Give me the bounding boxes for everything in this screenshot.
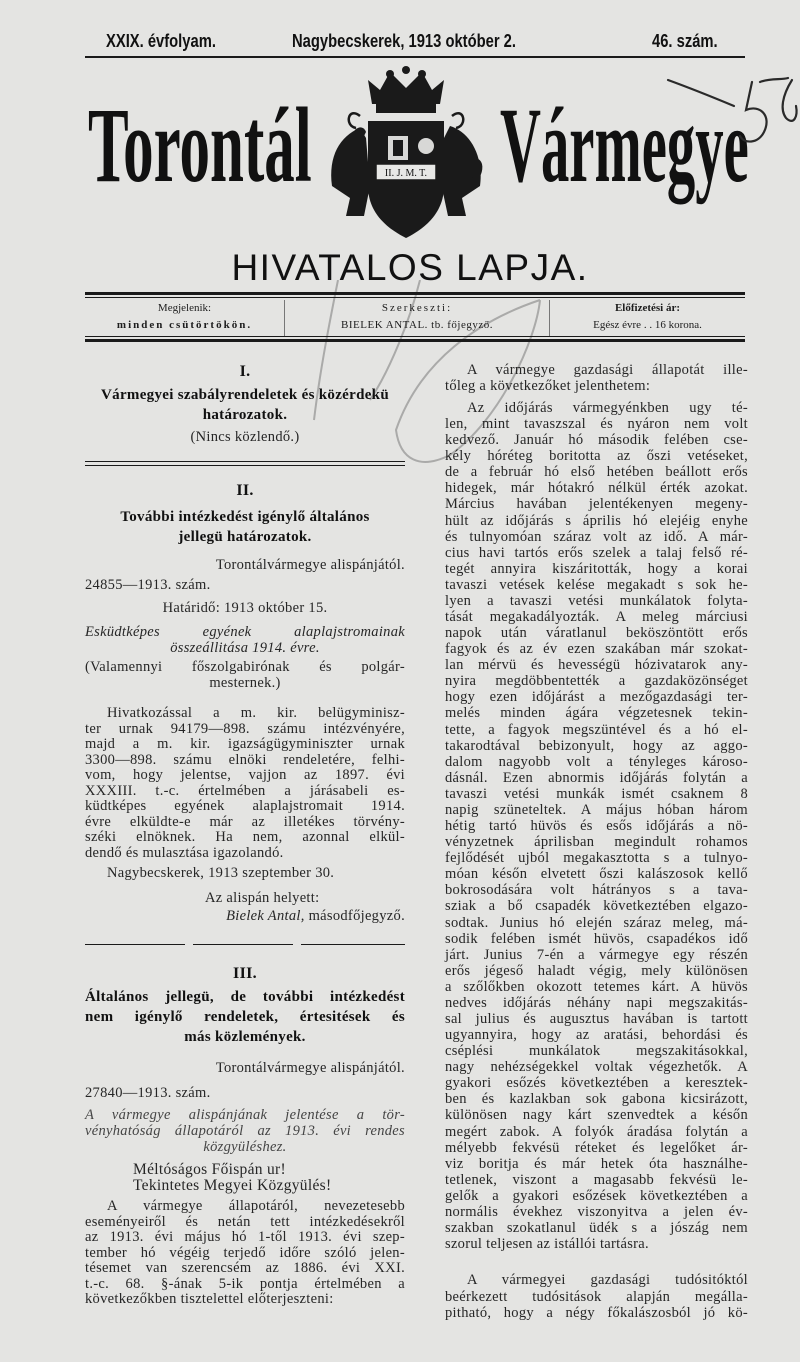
text-line: (Valamennyi főszolgabirónak és polgár- <box>85 659 405 675</box>
text-line: vényhatóság állapotáról az 1913. évi rendes <box>85 1123 405 1139</box>
section-1-note: (Nincs közlendő.) <box>190 429 300 445</box>
text-line: További intézkedést igénylő általános <box>120 509 370 525</box>
section-2-ref-number: 24855—1913. szám. <box>85 577 211 593</box>
section-divider <box>85 944 185 945</box>
text-line: sziak a bő csapadék következtében elgazo- <box>445 898 748 915</box>
text-line: Vármegyei szabályrendeletek és közérdekü <box>101 387 389 403</box>
text-line: jellegü határozatok. <box>178 529 312 545</box>
text-line: tegét annyira kiszáritották, hogy a korai <box>445 560 748 577</box>
text-line: eseményeiről és netán tett intézkedésekről <box>85 1213 405 1230</box>
text-line: ben és kazlakban sok gabona kicsirázott, <box>445 1091 748 1108</box>
text-line: határozatok. <box>202 407 288 423</box>
text-line: sodik felében ismét hüvös, csapadékos idő <box>445 930 748 947</box>
text-line: sodtak. Junius hó elején száraz meleg, má- <box>445 914 748 931</box>
section-3-source: Torontálvármegye alispánjától. <box>215 1060 405 1076</box>
text-line: hétig tartó hüvös és esős időjárás a nö- <box>445 818 748 835</box>
section-2-signer-title: Az alispán helyett: <box>205 890 320 906</box>
text-line: viz boritja és már hetek óta használhe- <box>445 1155 748 1172</box>
section-3-ref-number: 27840—1913. szám. <box>85 1085 211 1101</box>
section-2-source: Torontálvármegye alispánjától. <box>215 557 405 573</box>
section-divider <box>301 944 405 945</box>
section-1-heading <box>85 385 405 425</box>
reports-paragraph <box>445 1272 748 1322</box>
text-line: gyakori esőzés következtében a keresztek- <box>445 1075 748 1092</box>
text-line: a szőlőkben okozott tetemes kárt. A hüvös <box>445 978 748 995</box>
text-line: nem igénylő rendeletek, értesitések és <box>85 1009 405 1025</box>
section-divider <box>193 944 293 945</box>
section-3-heading <box>85 987 405 1047</box>
text-line: kély hóréteg boritotta az őszi vetéseket, <box>445 448 748 465</box>
text-line: erős jégeső haladt végig, mely különösen <box>445 962 748 979</box>
text-line: mesternek.) <box>209 675 281 691</box>
text-line: tésemet van szerencsém az 1886. évi XXI. <box>85 1260 405 1276</box>
text-line: nyira megdöbbentették a gazdaközönséget <box>445 673 748 690</box>
text-line: móan későn elvetett őszi kalászosok kellő <box>445 866 748 883</box>
text-line: tavaszi vetések kelése megakadt s sok he- <box>445 576 748 593</box>
text-line: széki elnöknek. Ha nem, azonnal elkül- <box>85 829 405 845</box>
section-2-body <box>85 706 405 861</box>
issue-number: 46. szám. <box>652 31 718 51</box>
text-line: tember hó végéig terjedő időre szóló jelen- <box>85 1244 405 1261</box>
text-line: fejlődését ujból megakasztotta s a tulnyo- <box>445 850 748 867</box>
subtitle: HIVATALOS LAPJA. <box>231 247 589 288</box>
text-line: de a február hó első hetében beállott erős <box>445 464 748 481</box>
title-right: Vármegye <box>500 87 749 205</box>
text-line: más közlemények. <box>184 1029 306 1045</box>
section-1-number: I. <box>239 363 251 380</box>
weather-paragraph <box>445 400 748 1252</box>
text-line: Hivatkozással a m. kir. belügyminisz- <box>107 705 405 721</box>
editor-label: Szerkeszti: <box>381 302 453 314</box>
text-line: mélyebb fekvésü réteket és legelőket ár- <box>445 1139 748 1156</box>
text-line: fagyok és az év ezen szakában már szokat- <box>445 641 748 658</box>
place-date: Nagybecskerek, 1913 október 2. <box>292 31 516 51</box>
section-2-deadline: Határidő: 1913 október 15. <box>162 600 328 616</box>
text-line: vényzetnek áprilisban megindult rohamos <box>445 834 748 851</box>
price-value: Egész évre . . 16 korona. <box>593 319 702 331</box>
text-line: Március havában jelentékenyen megeny- <box>445 496 748 513</box>
section-2-subject <box>85 624 405 656</box>
text-line: összeállitása 1914. évre. <box>170 640 320 656</box>
text-line: A vármegye alispánjának jelentése a tör- <box>85 1107 405 1123</box>
editor-value: BIELEK ANTAL. tb. főjegyző. <box>341 319 493 331</box>
text-line: tetlenek, viszont a magasabb fekvésü le- <box>445 1171 748 1188</box>
text-line: tette, a fagyok megszüntével és a hó el- <box>445 721 748 738</box>
section-2-heading <box>85 507 405 547</box>
signer-role: másodfőjegyző. <box>308 908 405 924</box>
text-line: takarodtával bebizonyult, hogy az aggo- <box>445 737 748 754</box>
text-line: lan mérvü és hevességü hózivatarok any- <box>445 657 748 674</box>
text-line: szakban szokatlanul üdék s a jószág nem <box>445 1219 748 1236</box>
section-2-signature <box>85 908 405 924</box>
title-left: Torontál <box>88 87 312 205</box>
section-3-number: III. <box>233 965 257 982</box>
text-line: ter urnak 94179—898. számu intézvényére, <box>85 720 405 737</box>
text-line: melés minden ágára végzetesnek tekin- <box>445 705 748 722</box>
section-2-date: Nagybecskerek, 1913 szeptember 30. <box>107 865 335 881</box>
text-line: következőkben tisztelettel előterjeszteni: <box>85 1291 334 1307</box>
crest-motto: II. J. M. T. <box>384 168 428 179</box>
text-line: Méltóságos Főispán ur! <box>133 1161 286 1178</box>
section-2-addressee <box>85 659 405 691</box>
text-line: hidegek, már hótakró nélkül érték azokat. <box>445 480 748 497</box>
text-line: lyen a tavaszi vetési munkálatok folyta- <box>445 592 748 609</box>
volume-label: XXIX. évfolyam. <box>106 31 216 51</box>
published-value: minden csütörtökön. <box>116 319 253 331</box>
section-2-number: II. <box>236 482 254 499</box>
text-line: tavaszi vetési munkák ismét csaknem 8 <box>445 785 748 802</box>
text-line: A vármegyei gazdasági tudósitóktól <box>467 1272 748 1288</box>
section-3-body <box>85 1199 405 1308</box>
text-line: hogy ezen időjárást a mezőgazdasági ter- <box>445 689 748 706</box>
text-line: küdtképes egyének alaplajstromait 1914. <box>85 798 405 814</box>
text-line: tőleg a következőket jelenthetem: <box>445 378 651 394</box>
section-divider <box>85 461 405 462</box>
text-line: vom, hogy jelentse, vajjon az 1897. évi <box>85 767 405 783</box>
text-line: különösen nagy kárt szenvedtek a későn <box>445 1107 748 1124</box>
text-line: közgyüléshez. <box>203 1139 287 1155</box>
text-line: szorul teljesen az istállói tartásra. <box>445 1236 649 1253</box>
text-line: gelők a gyakori esőzések következtében a <box>445 1187 748 1204</box>
text-line: hült az időjárás s április hó elejéig enyhe <box>445 512 748 529</box>
signer-name: Bielek Antal, <box>226 908 305 924</box>
section-3-salutation <box>85 1162 405 1194</box>
text-line: nedves időjárás néhány napi megszakitás- <box>445 994 748 1011</box>
text-line: napok után váratlanul beköszöntött erős <box>445 625 748 642</box>
text-line: majd a m. kir. igazságügyminiszter urnak <box>85 736 405 752</box>
text-line: 3300—898. számu elnöki rendeletére, felhi- <box>85 751 405 768</box>
text-line: pitható, hogy a négy főkalászosból jó kö- <box>445 1305 748 1321</box>
text-line: ugyannyira, hogy az aratási, behordási és <box>445 1027 748 1044</box>
text-line: tását megakadályozták. A meleg márciusi <box>445 609 748 626</box>
text-line: nagy nehézségekkel voltak végezhetők. A <box>445 1059 748 1076</box>
text-line: XXXIII. t.-c. értelmében a járásabeli es- <box>85 782 405 799</box>
text-line: Esküdtképes egyének alaplajstromainak <box>85 624 405 640</box>
text-line: bokrosodására volt hátrányos s a tava- <box>445 882 748 899</box>
text-line: az 1913. évi május hó 1-től 1913. évi szep- <box>85 1229 405 1245</box>
text-line: A vármegye gazdasági állapotát ille- <box>467 362 748 378</box>
text-line: évre elküldte-e már az illetékes törvény- <box>85 813 405 830</box>
text-line: és tulnyomóan száraz volt az idő. A már- <box>445 528 748 545</box>
right-column <box>445 0 748 1362</box>
text-line: dásnál. Ezen abnormis időjárás folytán a <box>445 769 748 786</box>
text-line: Tekintetes Megyei Közgyülés! <box>133 1177 332 1194</box>
text-line: cius havi tartós erős szelek a talaj felső ré- <box>445 544 748 561</box>
text-line: sal julius és augusztus havában is tartott <box>445 1010 748 1027</box>
section-3-subject <box>85 1107 405 1155</box>
text-line: normális évekhez viszonyitva a jelen év- <box>445 1203 748 1220</box>
text-line: kedvező. Január hó második felében cse- <box>445 432 748 449</box>
text-line: dendő és mulasztása igazolandó. <box>85 844 284 861</box>
text-line: Az időjárás vármegyénkben ugy té- <box>467 400 748 416</box>
text-line: A vármegye állapotáról, nevezetesebb <box>107 1198 405 1214</box>
text-line: dalom nagyobb volt a tényleges károso- <box>445 753 748 770</box>
text-line: megért zabok. A folyók áradása folytán a <box>445 1123 748 1140</box>
text-line: Általános jellegü, de további intézkedést <box>85 989 405 1005</box>
economy-intro-paragraph <box>445 362 748 394</box>
text-line: len, mint tavaszszal és nyáron nem volt <box>445 416 748 433</box>
left-column <box>85 0 405 1362</box>
section-divider <box>85 465 405 466</box>
text-line: napig szüneteltek. A május hóban három <box>445 801 748 818</box>
text-line: járt. Junius 7-én a vármegye egy részén <box>445 946 748 963</box>
price-label: Előfizetési ár: <box>614 302 681 314</box>
text-line: beérkezett tudósitások alapján megálla- <box>445 1288 748 1305</box>
text-line: t.-c. 68. §-ának 5-ik pontja értelmében a <box>85 1275 405 1292</box>
text-line: cséplési munkálatok megszakitásokkal, <box>445 1043 748 1060</box>
published-label: Megjelenik: <box>157 302 212 314</box>
